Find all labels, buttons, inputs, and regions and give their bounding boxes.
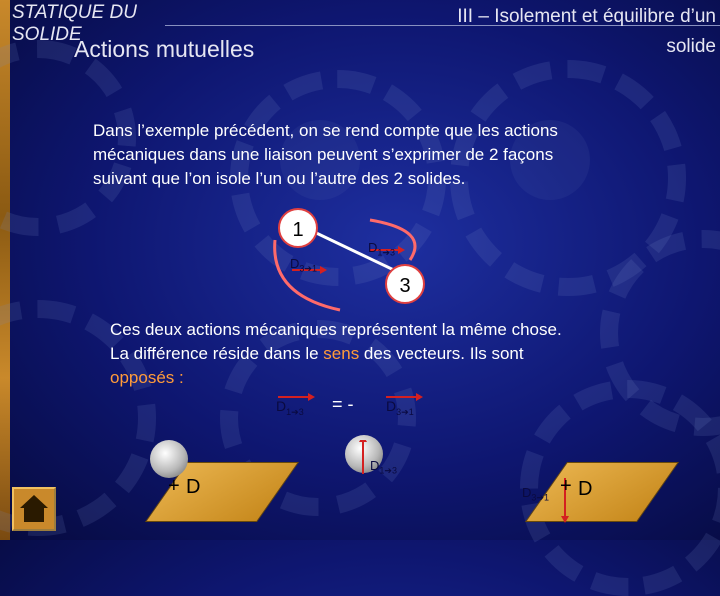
d31-bottom-sub2: 1 [543, 492, 549, 503]
sens-highlight: sens [323, 344, 360, 363]
conclusion-line [110, 342, 562, 366]
equation-d31-sub: 3 [396, 406, 402, 417]
conclusion-line: Ces deux actions mécaniques représentent la même chose. [110, 320, 562, 339]
equation-d13-letter: D [276, 398, 287, 414]
arrow-right-icon: ➔ [304, 263, 312, 274]
d13-bottom-sub2: 3 [391, 465, 397, 476]
conclusion-text: La différence réside dans le [110, 344, 324, 363]
slide-title: Actions mutuelles [74, 36, 255, 62]
point-label-right: D [578, 478, 593, 500]
d13-letter: D [368, 240, 378, 255]
equation-d31-letter: D [386, 398, 397, 414]
equation-d13-sub2: 3 [298, 406, 304, 417]
intro-line: suivant que l’on isole l’un ou l’autre des 2 solides. [93, 169, 466, 188]
course-title-line1: STATIQUE DU [12, 2, 137, 23]
solid-3-node: 3 [385, 264, 425, 304]
d13-bottom-sub: 1 [379, 465, 385, 476]
d13-label [368, 240, 395, 259]
d13-sub: 1 [377, 247, 383, 258]
arrow-right-icon: ➔ [401, 406, 409, 417]
solid-1-node: 1 [278, 208, 318, 248]
equation-d13-sub: 1 [286, 406, 292, 417]
ball-left [150, 440, 188, 478]
d31-sub: 3 [299, 263, 305, 274]
conclusion-text: des vecteurs. Ils sont [359, 344, 524, 363]
section-title-line1: III – Isolement et équilibre d’un [457, 6, 716, 27]
vector-equation [272, 392, 472, 422]
d31-bottom-letter: D [522, 485, 532, 500]
d13-bottom-letter: D [370, 458, 380, 473]
d13-sub2: 3 [389, 247, 395, 258]
home-icon [14, 489, 54, 529]
d31-bottom-label [522, 485, 549, 504]
d31-label [290, 256, 317, 275]
point-label-left: D [186, 476, 201, 498]
arrow-right-icon: ➔ [291, 406, 299, 417]
conclusion-line: opposés : [110, 368, 184, 387]
equation-d31 [386, 398, 414, 418]
equation-d13 [276, 398, 304, 418]
intro-paragraph [93, 119, 558, 191]
solid1-outline [275, 240, 340, 310]
d13-arrowhead-icon [398, 246, 405, 254]
section-title [457, 2, 716, 62]
conclusion-paragraph [110, 318, 562, 390]
d31-arrowhead-icon [320, 266, 327, 274]
d31-bottom-sub: 3 [531, 492, 537, 503]
arrow-right-icon: ➔ [382, 247, 390, 258]
arrow-right-icon: ➔ [384, 465, 392, 476]
contact-point-left: + [168, 475, 180, 497]
intro-line: mécaniques dans une liaison peuvent s’exprimer de 2 façons [93, 145, 554, 164]
equation-d31-sub2: 1 [408, 406, 414, 417]
intro-line: Dans l’exemple précédent, on se rend compte que les actions [93, 121, 558, 140]
arrow-right-icon: ➔ [536, 492, 544, 503]
d13-bottom-label [370, 458, 397, 477]
equals-minus: = - [332, 394, 354, 414]
course-title-line2: SOLIDE [12, 24, 82, 45]
home-button[interactable] [12, 487, 56, 531]
d31-sub2: 1 [311, 263, 317, 274]
section-title-line2: solide [666, 36, 716, 57]
d31-letter: D [290, 256, 300, 271]
contact-point-right: + [560, 475, 572, 497]
